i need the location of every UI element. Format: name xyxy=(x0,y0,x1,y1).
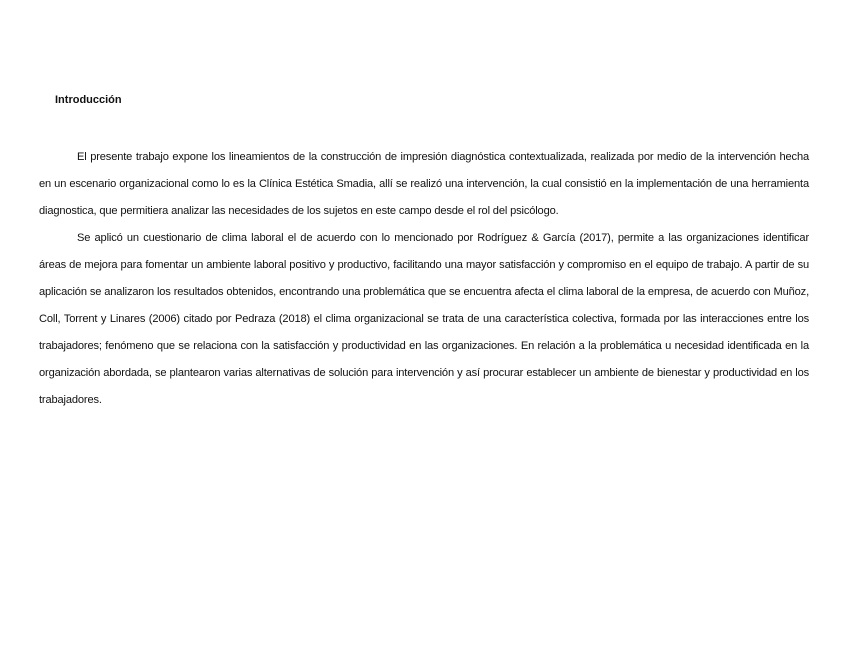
section-heading: Introducción xyxy=(55,94,122,106)
paragraph-1: El presente trabajo expone los lineamientos de la construcción de impresión diagnóstica contextualizada, realizada por medio de la intervención hecha en un escenario organizacional como lo es la Clínica Estética Smadia, allí se realizó una intervención, la cual consistió en la implementación de una herramienta diagnostica, que permitiera analizar las necesidades de los sujetos en este campo desde el rol del psicólogo. xyxy=(39,151,809,217)
paragraph-2: Se aplicó un cuestionario de clima laboral el de acuerdo con lo mencionado por Rodríguez & García (2017), permite a las organizaciones identificar áreas de mejora para fomentar un ambiente laboral positivo y productivo, facilitando una mayor satisfacción y compromiso en el equipo de trabajo. A partir de su aplicación se analizaron los resultados obtenidos, encontrando una problemática que se encuentra afecta el clima laboral de la empresa, de acuerdo con Muñoz, Coll, Torrent y Linares (2006) citado por Pedraza (2018) el clima organizacional se trata de una característica colectiva, formada por las interacciones entre los trabajadores; fenómeno que se relaciona con la satisfacción y productividad en las organizaciones. En relación a la problemática u necesidad identificada en la organización abordada, se plantearon varias alternativas de solución para intervención y así procurar establecer un ambiente de bienestar y productividad en los trabajadores. xyxy=(39,232,809,406)
body-text xyxy=(39,144,809,414)
